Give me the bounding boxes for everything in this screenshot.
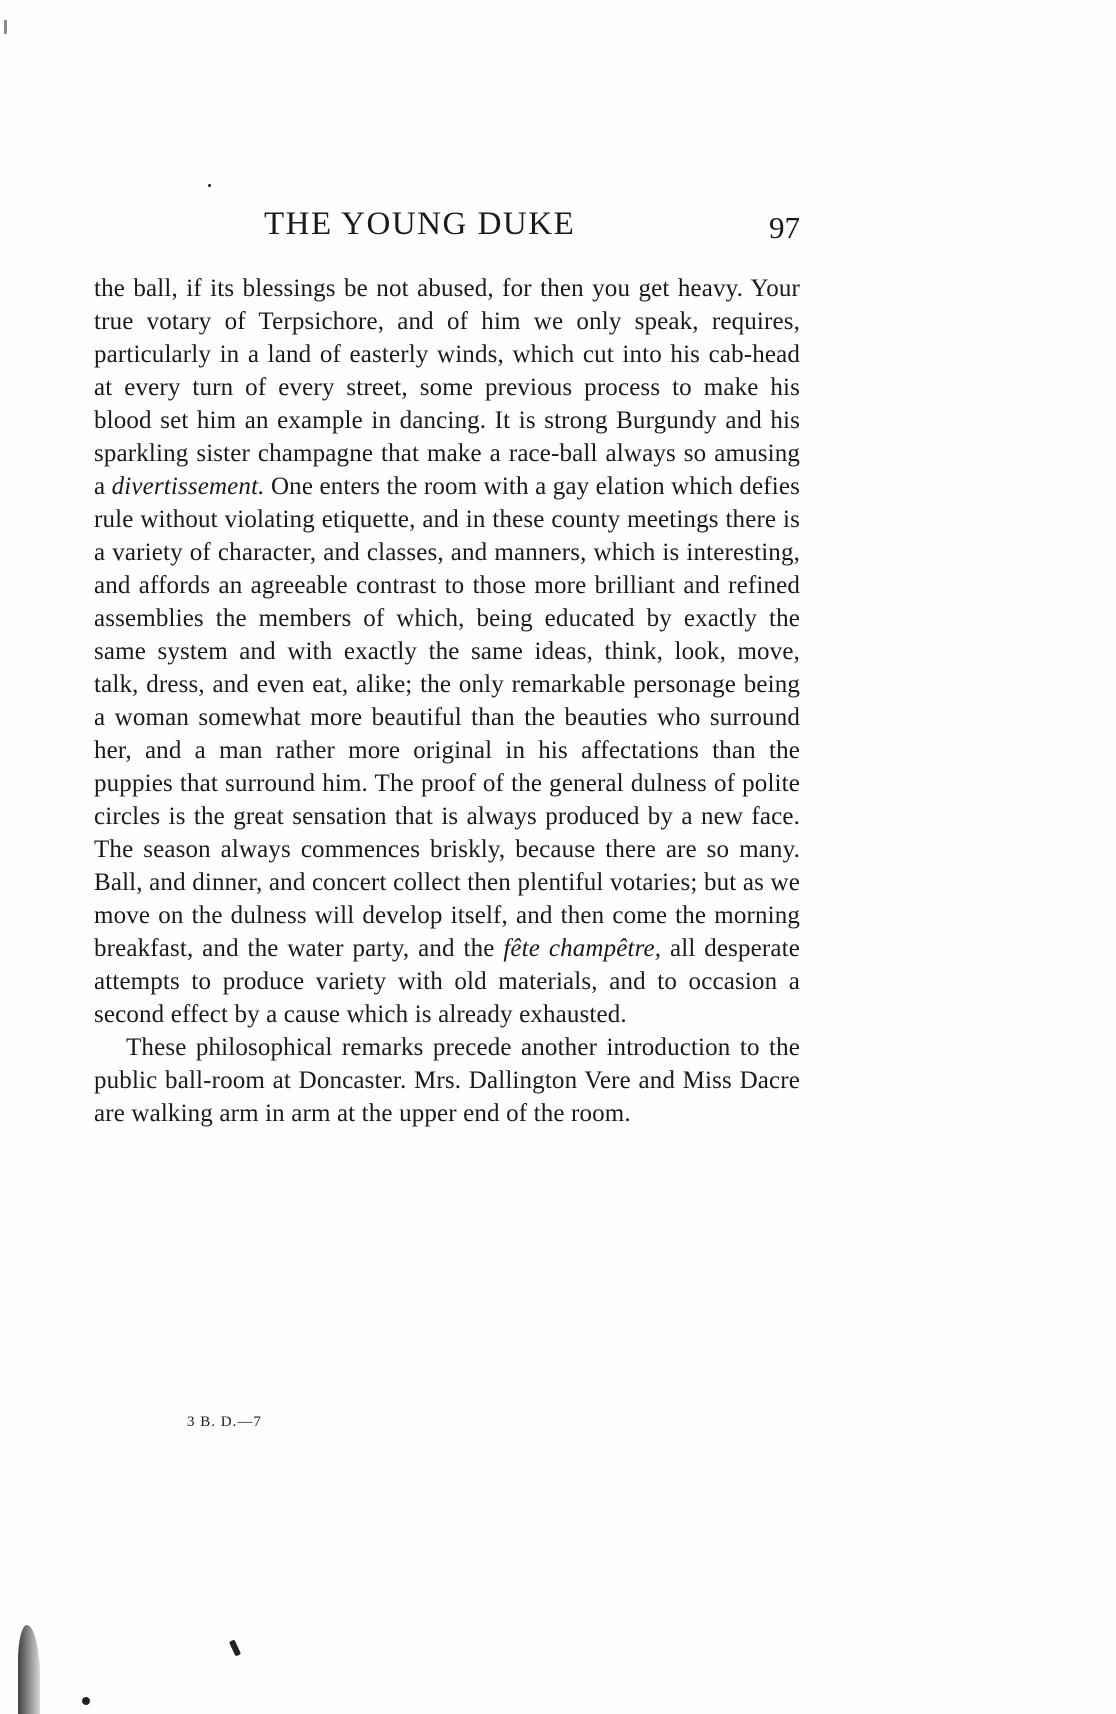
italic-fete-champetre: fête champêtre, (503, 935, 662, 962)
scan-speck (229, 1639, 241, 1656)
page-number: 97 (769, 210, 800, 245)
paragraph-1-text-c: all desperate attempts to produce variety with old materials, and to occasion a second effect by a cause which is already exhausted. (94, 935, 800, 1028)
scan-speck (4, 20, 7, 34)
scan-speck (82, 1697, 90, 1705)
paragraph-1-text-a: the ball, if its blessings be not abused, for then you get heavy. Your true votary of Terpsichore, and of him we only speak, requires, particularly in a land of easterly winds, which cut into his cab-head at every turn of every street, some previous process to make his blood set him an example in dancing. It is strong Burgundy and his sparkling sister champagne that make a race-ball always so amusing a (94, 275, 800, 500)
paragraph-2: These philosophical remarks precede another introduction to the public ball-room at Doncaster. Mrs. Dallington Vere and Miss Dacre are walking arm in arm at the upper end of the room. (94, 1034, 800, 1127)
signature-mark: 3 B. D.—7 (187, 1414, 262, 1430)
edge-stain (18, 1625, 40, 1714)
body-text (94, 272, 800, 1130)
running-title: THE YOUNG DUKE (264, 206, 576, 242)
paragraph-1-text-b: One enters the room with a gay elation which defies rule without violating etiquette, and in these county meetings there is a variety of character, and classes, and manners, which is interesting, and affords an agreeable contrast to those more brilliant and refined assemblies the members of which, being educated by exactly the same system and with exactly the same ideas, think, look, move, talk, dress, and even eat, alike; the only remarkable personage being a woman somewhat more beautiful than the beauties who surround her, and a man rather more original in his affectations than the puppies that surround him. The proof of the general dulness of polite circles is the great sensation that is always produced by a new face. The season always commences briskly, because there are so many. Ball, and dinner, and concert collect then plentiful votaries; but as we move on the dulness will develop itself, and then come the morning breakfast, and the water party, and the (94, 473, 800, 962)
paragraph-1 (94, 272, 800, 1031)
scan-speck (208, 184, 211, 187)
page-header (94, 204, 800, 244)
italic-divertissement: divertissement. (111, 473, 265, 500)
